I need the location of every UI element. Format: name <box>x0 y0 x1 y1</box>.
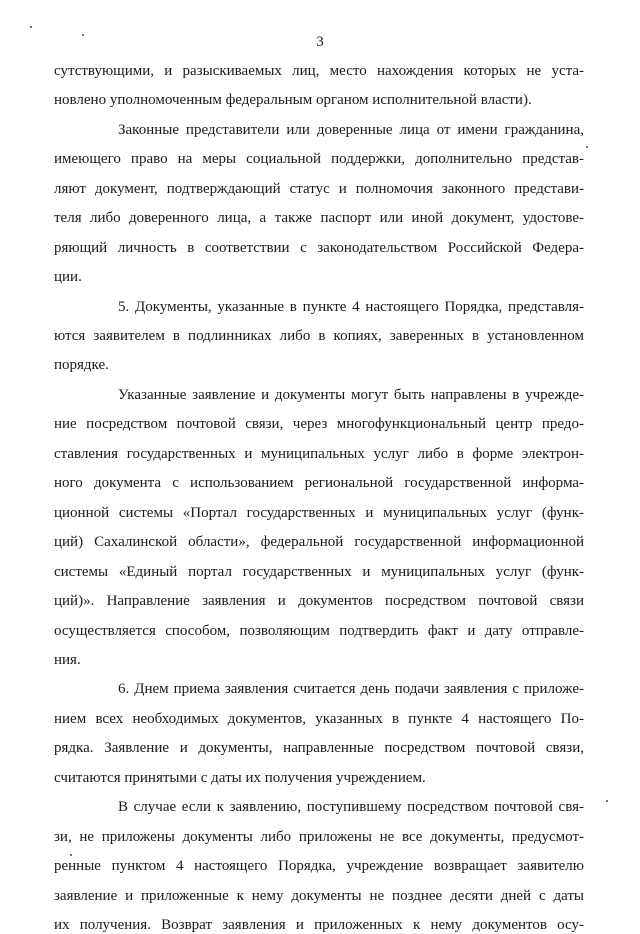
text-line: ного документа с использованием региональной государственной информа- <box>54 475 584 491</box>
text-line: ций)». Направление заявления и документов посредством почтовой связи <box>54 593 584 609</box>
scan-speck <box>30 26 32 28</box>
text-line: системы «Единый портал государственных и муниципальных услуг (функ- <box>54 564 584 580</box>
text-line: новлено уполномоченным федеральным органом исполнительной власти). <box>54 92 532 108</box>
text-line: ставления государственных и муниципальных услуг либо в форме электрон- <box>54 446 584 462</box>
text-line: В случае если к заявлению, поступившему посредством почтовой свя- <box>118 799 584 815</box>
text-line: порядке. <box>54 357 109 373</box>
scan-speck <box>70 854 72 856</box>
page-number: 3 <box>316 34 324 50</box>
text-line: ние посредством почтовой связи, через многофункциональный центр предо- <box>54 416 584 432</box>
text-line: ций) Сахалинской области», федеральной государственной информационной <box>54 534 584 550</box>
text-line: ния. <box>54 652 81 668</box>
text-line: ются заявителем в подлинниках либо в копиях, заверенных в установленном <box>54 328 584 344</box>
text-line: считаются принятыми с даты их получения учреждением. <box>54 770 426 786</box>
text-line: ционной системы «Портал государственных и муниципальных услуг (функ- <box>54 505 584 521</box>
text-line: Указанные заявление и документы могут быть направлены в учрежде- <box>118 387 584 403</box>
text-line: рядка. Заявление и документы, направленные посредством почтовой связи, <box>54 740 584 756</box>
text-line: Законные представители или доверенные лица от имени гражданина, <box>118 122 584 138</box>
text-line: зи, не приложены документы либо приложены не все документы, предусмот- <box>54 829 584 845</box>
text-line: ряющий личность в соответствии с законодательством Российской Федера- <box>54 240 584 256</box>
text-line: осуществляется способом, позволяющим подтвердить факт и дату отправле- <box>54 623 584 639</box>
text-line: 5. Документы, указанные в пункте 4 настоящего Порядка, представля- <box>118 299 584 315</box>
text-line: теля либо доверенного лица, а также паспорт или иной документ, удостове- <box>54 210 584 226</box>
scan-speck <box>82 34 84 36</box>
text-line: ренные пунктом 4 настоящего Порядка, учреждение возвращает заявителю <box>54 858 584 874</box>
text-line: нием всех необходимых документов, указанных в пункте 4 настоящего По- <box>54 711 584 727</box>
scan-speck <box>606 800 608 802</box>
text-line: имеющего право на меры социальной поддержки, дополнительно представ- <box>54 151 584 167</box>
scan-speck <box>586 146 588 148</box>
text-line: ляют документ, подтверждающий статус и полномочия законного представи- <box>54 181 584 197</box>
text-line: ции. <box>54 269 82 285</box>
text-line: заявление и приложенные к нему документы не позднее десяти дней с даты <box>54 888 584 904</box>
text-line: сутствующими, и разыскиваемых лиц, место нахождения которых не уста- <box>54 63 584 79</box>
text-line: их получения. Возврат заявления и приложенных к нему документов осу- <box>54 917 584 933</box>
text-line: 6. Днем приема заявления считается день подачи заявления с приложе- <box>118 681 584 697</box>
